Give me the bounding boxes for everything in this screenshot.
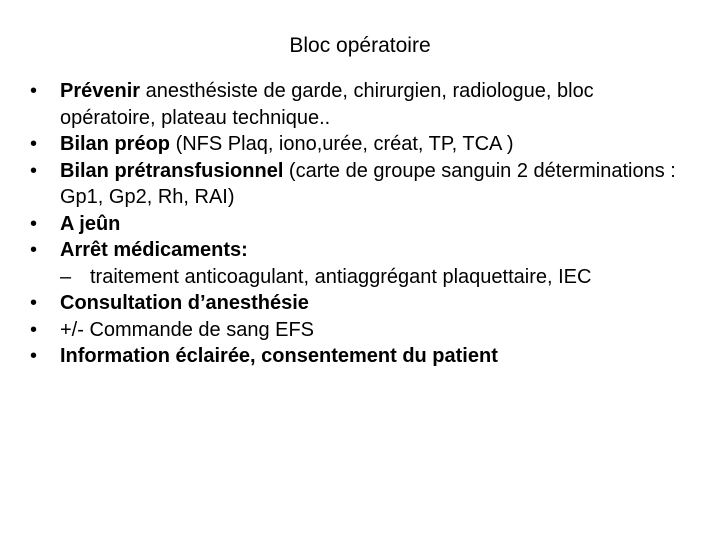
bullet-icon: •: [30, 212, 38, 235]
bullet-item-information: [30, 343, 680, 370]
bullet-item-prevenir: [30, 78, 680, 131]
bullet-bold-text: Consultation d’anesthésie: [60, 292, 309, 314]
bullet-item-consultation: [30, 290, 680, 317]
bullet-bold-text: Bilan préop: [60, 133, 171, 155]
bullet-item-commande-sang: [30, 317, 680, 344]
slide-title: Bloc opératoire: [289, 34, 431, 57]
bullet-item-bilan-preop: [30, 131, 680, 158]
bullet-icon: •: [30, 159, 38, 182]
bullet-icon: •: [30, 80, 38, 102]
bullet-text: (carte de groupe sanguin 2 déterminations : Gp1, Gp2, Rh, RAI): [60, 159, 676, 208]
sub-item-text: traitement anticoagulant, antiaggrégant plaquettaire, IEC: [90, 265, 592, 288]
bullet-text: anesthésiste de garde, chirurgien, radiologue, bloc opératoire, plateau technique..: [60, 80, 594, 129]
bullet-bold-text: Arrêt médicaments:: [60, 239, 248, 261]
bullet-icon: •: [30, 239, 38, 261]
dash-icon: –: [60, 265, 72, 288]
bullet-icon: •: [30, 345, 38, 367]
bullet-item-a-jeun: [30, 211, 680, 238]
bullet-icon: •: [30, 292, 38, 314]
bullet-bold-text: A jeûn: [60, 212, 121, 235]
bullet-item-bilan-pretransfusionnel: [30, 158, 680, 211]
bullet-text: +/- Commande de sang EFS: [60, 318, 315, 341]
bullet-icon: •: [30, 318, 38, 341]
bullet-bold-text: Bilan prétransfusionnel: [60, 159, 284, 182]
bullet-bold-text: Prévenir: [60, 80, 141, 102]
bullet-list: [30, 78, 680, 370]
sub-item-traitement: [30, 264, 680, 291]
bullet-bold-text: Information éclairée, consentement du patient: [60, 345, 498, 367]
bullet-text: (NFS Plaq, iono,urée, créat, TP, TCA ): [170, 133, 514, 155]
bullet-icon: •: [30, 133, 38, 155]
bullet-item-arret-medicaments: [30, 237, 680, 264]
